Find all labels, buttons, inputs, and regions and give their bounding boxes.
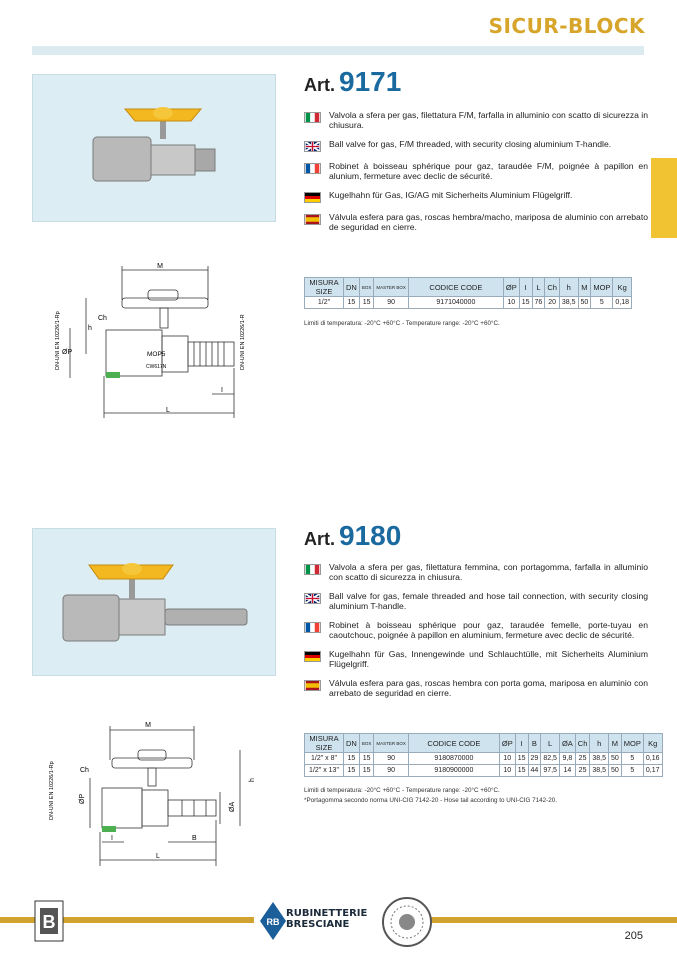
uk-flag-icon	[304, 593, 321, 604]
germany-flag-icon	[304, 192, 321, 203]
dim-h: h	[88, 325, 92, 332]
dim-M: M	[157, 263, 163, 270]
product-photo-9180	[32, 528, 276, 676]
rb-logo-icon	[258, 900, 288, 942]
article-heading-9171	[304, 66, 401, 98]
section-tab	[651, 158, 677, 238]
spain-flag-icon	[304, 214, 321, 225]
svg-text:B: B	[42, 912, 56, 932]
article-heading-9180	[304, 520, 401, 552]
table-row: 1/2" 15 15 90 9171040000 10 15 76 20 38,5 50 5 0,18	[305, 297, 632, 309]
table-row: 1/2" x 13" 15 15 90 9180900000 10 15 44 97,5 14 25 38,5 50 5 0,17	[305, 765, 663, 777]
company-name-line1: RUBINETTERIE	[286, 908, 368, 919]
product-photo-9171	[32, 74, 276, 222]
spec-table-9171	[304, 277, 632, 309]
description-it: Valvola a sfera per gas, filettatura femmina, con portagomma, farfalla in alluminio con scatto di sicurezza in chiusura.	[304, 563, 648, 582]
dim-Ch: Ch	[80, 767, 89, 774]
certification-seal-icon	[380, 896, 434, 948]
article-label: Art.	[304, 529, 335, 549]
standard-left: DN-UNI EN 10226/1-Rp	[55, 311, 61, 370]
uk-flag-icon	[304, 141, 321, 152]
valve-image	[33, 529, 275, 675]
top-divider	[32, 46, 644, 55]
italy-flag-icon	[304, 112, 321, 123]
dim-h: h	[249, 778, 256, 782]
dim-OP: ØP	[79, 793, 86, 804]
france-flag-icon	[304, 622, 321, 633]
table-row: 1/2" x 8" 15 15 90 9180870000 10 15 29 82,5 9,8 25 38,5 50 5 0,16	[305, 753, 663, 765]
description-de: Kugelhahn für Gas, Innengewinde und Schlauchtülle, mit Sicherheits Aluminium Flügelgriff.	[304, 650, 648, 669]
dim-L: L	[166, 407, 170, 414]
germany-flag-icon	[304, 651, 321, 662]
description-en: Ball valve for gas, F/M threaded, with security closing aluminium T-handle.	[304, 140, 648, 152]
description-es: Válvula esfera para gas, roscas hembra con porta goma, mariposa en aluminio con arrebato de seguridad en cierre.	[304, 679, 648, 698]
description-de: Kugelhahn für Gas, IG/AG mit Sicherheits Aluminium Flügelgriff.	[304, 191, 648, 203]
description-fr: Robinet à boisseau sphérique pour gaz, taraudée F/M, poignée à papillon en alunium, fermeture avec declic de sécurité.	[304, 162, 648, 181]
description-it: Valvola a sfera per gas, filettatura F/M, farfalla in alluminio con scatto di sicurezza in chiusura.	[304, 111, 648, 130]
table-header-row: MISURA SIZE DN BOX MASTER BOX CODICE CODE ØP I B L ØA Ch h M MOP Kg	[305, 734, 663, 753]
article-label: Art.	[304, 75, 335, 95]
table-header-row: MISURA SIZE DN BOX MASTER BOX CODICE CODE ØP I L Ch h M MOP Kg	[305, 278, 632, 297]
spec-table-9180	[304, 733, 663, 777]
dim-I: I	[221, 387, 223, 394]
standard-right: DN-UNI EN 10226/1-R	[240, 314, 246, 370]
valve-image	[33, 75, 275, 221]
article-number: 9180	[339, 520, 402, 551]
italy-flag-icon	[304, 564, 321, 575]
svg-text:RB: RB	[266, 917, 280, 927]
temperature-note-9180: Limiti di temperatura: -20°C +60°C - Temperature range: -20°C +60°C.	[304, 787, 500, 794]
description-es: Válvula esfera para gas, roscas hembra/macho, mariposa de aluminio con arrebato de seguridad en cierre.	[304, 213, 648, 232]
brand-title: SICUR-BLOCK	[488, 14, 645, 38]
france-flag-icon	[304, 163, 321, 174]
article-number: 9171	[339, 66, 402, 97]
company-name-line2: BRESCIANE	[286, 919, 350, 930]
brand-b-logo-icon	[34, 900, 64, 942]
descriptions-9171	[304, 111, 648, 242]
dim-L: L	[156, 853, 160, 860]
mark-material: CW617N	[146, 364, 167, 370]
description-en: Ball valve for gas, female threaded and hose tail connection, with security closing aluminium T-handle.	[304, 592, 648, 611]
descriptions-9180	[304, 563, 648, 708]
spain-flag-icon	[304, 680, 321, 691]
mark-mop5: MOP5	[147, 351, 166, 358]
description-fr: Robinet à boisseau sphérique pour gaz, taraudée femelle, porte-tuyau en caoutchouc, poignée à papillon en aluminium, fermeture avec declic de sécurité.	[304, 621, 648, 640]
technical-drawing-9171	[48, 258, 274, 424]
dim-I: I	[111, 835, 113, 842]
standard-left: DN-UNI EN 10226/1-Rp	[49, 761, 55, 820]
temperature-note-9171: Limiti di temperatura: -20°C +60°C - Temperature range: -20°C +60°C.	[304, 320, 500, 327]
dim-OA: ØA	[229, 801, 236, 812]
technical-drawing-9180	[44, 716, 274, 872]
dim-Ch: Ch	[98, 315, 107, 322]
hose-tail-note: *Portagomma secondo norma UNI-CIG 7142-20 - Hose tail according to UNI-CIG 7142-20.	[304, 797, 558, 804]
dim-B: B	[192, 835, 197, 842]
company-logo	[254, 900, 390, 942]
dim-OP: ØP	[62, 349, 73, 356]
dim-M: M	[145, 722, 151, 729]
page-number: 205	[624, 930, 643, 942]
